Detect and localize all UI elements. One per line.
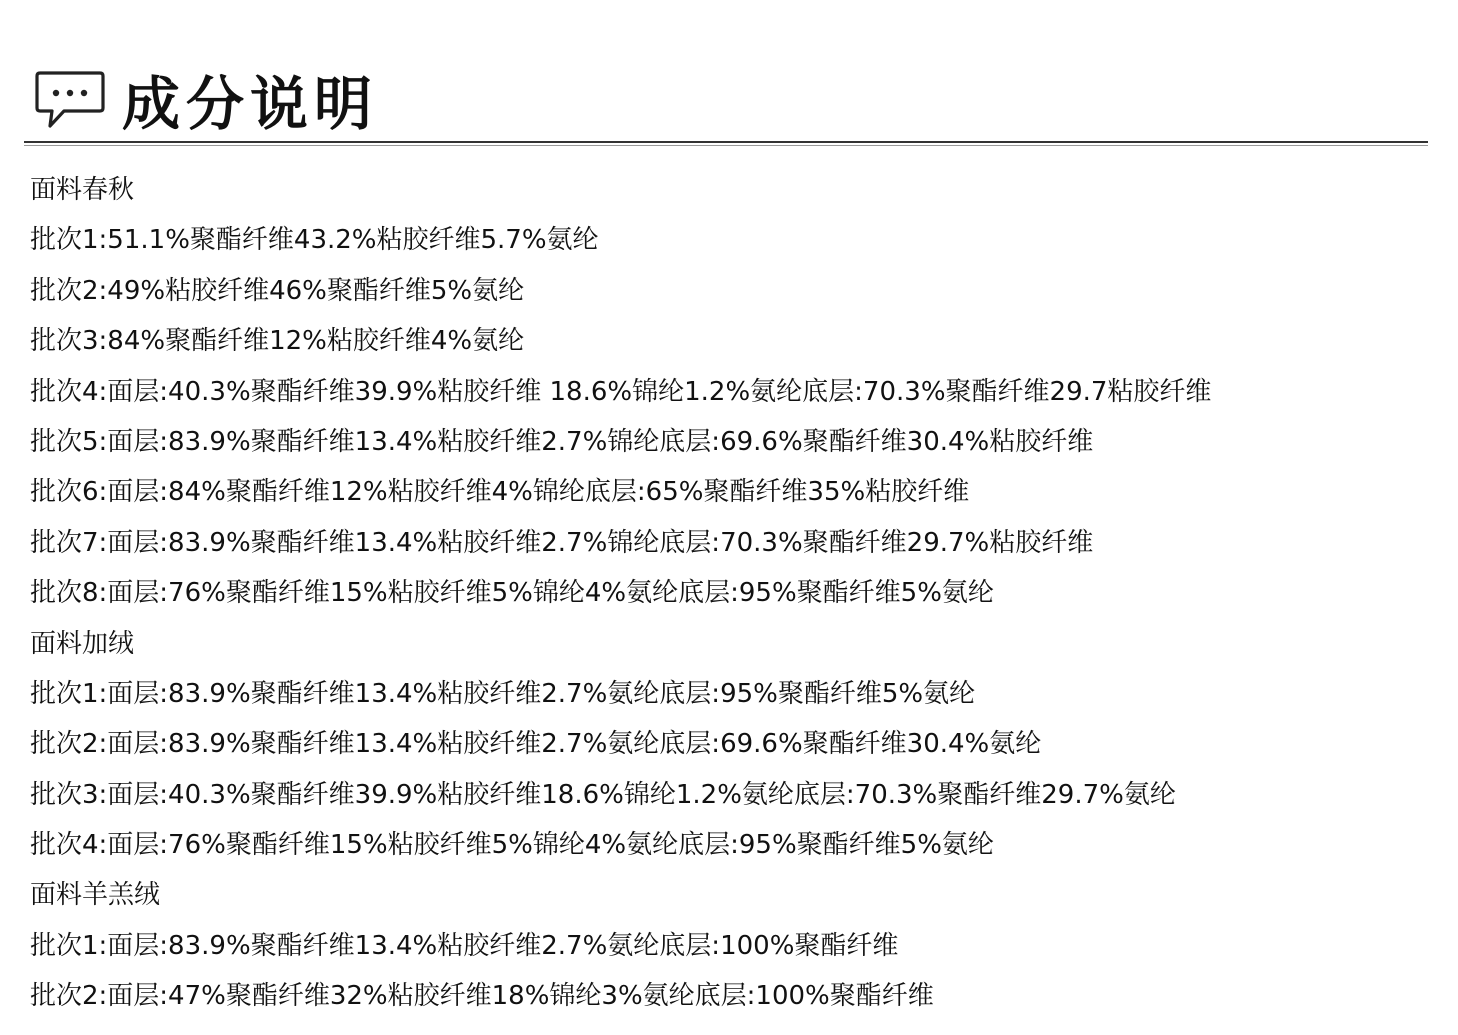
batch-line: 批次4:面层:76%聚酯纤维15%粘胶纤维5%锦纶4%氨纶底层:95%聚酯纤维5%氨纶 xyxy=(30,830,994,861)
batch-line: 批次4:面层:40.3%聚酯纤维39.9%粘胶纤维 18.6%锦纶1.2%氨纶底层:70.3%聚酯纤维29.7粘胶纤维 xyxy=(30,376,1212,407)
batch-line: 批次2:面层:47%聚酯纤维32%粘胶纤维18%锦纶3%氨纶底层:100%聚酯纤维 xyxy=(30,981,934,1012)
batch-line: 批次3:面层:40.3%聚酯纤维39.9%粘胶纤维18.6%锦纶1.2%氨纶底层:70.3%聚酯纤维29.7%氨纶 xyxy=(30,779,1176,810)
section-heading-fleece: 面料加绒 xyxy=(30,628,135,659)
batch-line: 批次1:面层:83.9%聚酯纤维13.4%粘胶纤维2.7%氨纶底层:95%聚酯纤维5%氨纶 xyxy=(30,678,976,709)
chat-bubble-icon xyxy=(34,70,106,132)
batch-line: 批次5:面层:83.9%聚酯纤维13.4%粘胶纤维2.7%锦纶底层:69.6%聚酯纤维30.4%粘胶纤维 xyxy=(30,426,1094,457)
section-heading-spring-autumn: 面料春秋 xyxy=(30,175,135,205)
batch-line: 批次6:面层:84%聚酯纤维12%粘胶纤维4%锦纶底层:65%聚酯纤维35%粘胶纤维 xyxy=(30,477,970,508)
header-divider xyxy=(24,141,1428,143)
batch-line: 批次1:51.1%聚酯纤维43.2%粘胶纤维5.7%氨纶 xyxy=(30,225,599,256)
section-heading-lambswool: 面料羊羔绒 xyxy=(30,880,161,911)
batch-line: 批次8:面层:76%聚酯纤维15%粘胶纤维5%锦纶4%氨纶底层:95%聚酯纤维5%氨纶 xyxy=(30,578,994,609)
batch-line: 批次3:84%聚酯纤维12%粘胶纤维4%氨纶 xyxy=(30,326,525,357)
batch-line: 批次7:面层:83.9%聚酯纤维13.4%粘胶纤维2.7%锦纶底层:70.3%聚酯纤维29.7%粘胶纤维 xyxy=(30,527,1094,558)
header-divider-thin xyxy=(24,145,1428,146)
batch-line: 批次1:面层:83.9%聚酯纤维13.4%粘胶纤维2.7%氨纶底层:100%聚酯纤维 xyxy=(30,930,899,961)
composition-list xyxy=(30,165,1440,1022)
batch-line: 批次2:49%粘胶纤维46%聚酯纤维5%氨纶 xyxy=(30,275,525,306)
page-title: 成分说明 xyxy=(122,70,379,138)
section-header xyxy=(0,0,1458,150)
batch-line: 批次2:面层:83.9%聚酯纤维13.4%粘胶纤维2.7%氨纶底层:69.6%聚酯纤维30.4%氨纶 xyxy=(30,729,1042,760)
